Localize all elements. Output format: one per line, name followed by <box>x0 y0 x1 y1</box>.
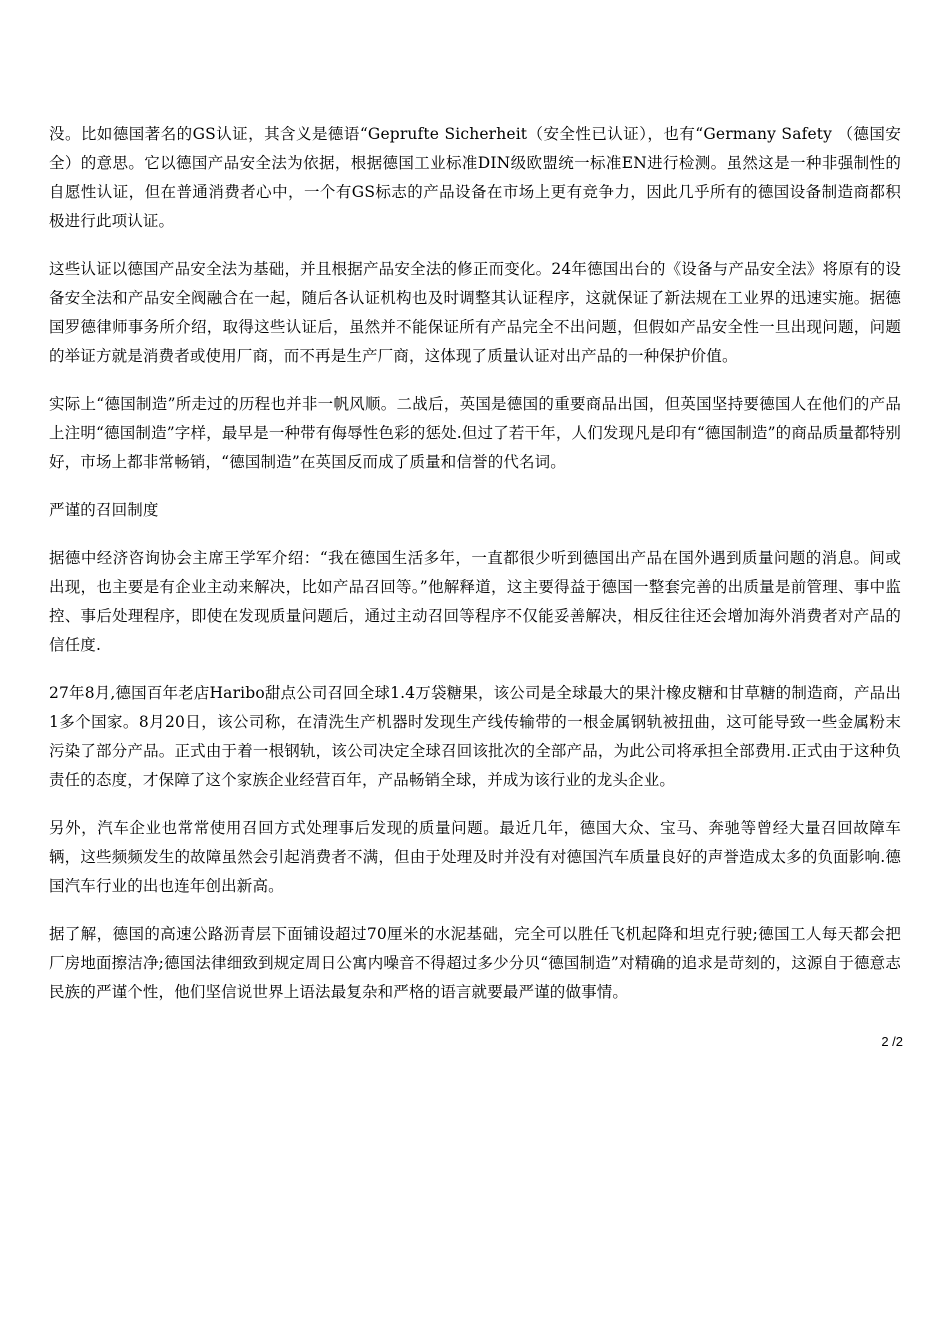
page-number: 2 /2 <box>881 1034 903 1049</box>
paragraph-recall-interview: 据德中经济咨询协会主席王学军介绍：“我在德国生活多年，一直都很少听到德国出产品在国外遇到质量问题的消息。间或出现，也主要是有企业主动来解决，比如产品召回等。”他解释道，这主要得益于德国一整套完善的出质量是前管理、事中监控、事后处理程序，即使在发现质量问题后，通过主动召回等程序不仅能妥善解决，相反往往还会增加海外消费者对产品的信任度. <box>49 549 901 654</box>
section-heading-recall-system: 严谨的召回制度 <box>49 501 159 519</box>
paragraph-auto-recalls: 另外，汽车企业也常常使用召回方式处理事后发现的质量问题。最近几年，德国大众、宝马、奔驰等曾经大量召回故障车辆，这些频频发生的故障虽然会引起消费者不满，但由于处理及时并没有对德国汽车质量良好的声誉造成太多的负面影响.德国汽车行业的出也连年创出新高。 <box>49 819 901 895</box>
paragraph-product-safety-law: 这些认证以德国产品安全法为基础，并且根据产品安全法的修正而变化。24年德国出台的《设备与产品安全法》将原有的设备安全法和产品安全阀融合在一起，随后各认证机构也及时调整其认证程序，这就保证了新法规在工业界的迅速实施。据德国罗德律师事务所介绍，取得这些认证后，虽然并不能保证所有产品完全不出问题，但假如产品安全性一旦出现问题，问题的举证方就是消费者或使用厂商，而不再是生产厂商，这体现了质量认证对出产品的一种保护价值。 <box>49 260 901 365</box>
document-body <box>49 120 901 1026</box>
paragraph-german-precision: 据了解，德国的高速公路沥青层下面铺设超过70厘米的水泥基础，完全可以胜任飞机起降和坦克行驶;德国工人每天都会把厂房地面擦洁净;德国法律细致到规定周日公寓内噪音不得超过多少分贝“德国制造”对精确的追求是苛刻的，这源自于德意志民族的严谨个性，他们坚信说世界上语法最复杂和严格的语言就要最严谨的做事情。 <box>49 925 901 1001</box>
paragraph-haribo-recall: 27年8月,德国百年老店Haribo甜点公司召回全球1.4万袋糖果，该公司是全球最大的果汁橡皮糖和甘草糖的制造商，产品出 1多个国家。8月20日，该公司称，在清洗生产机器时发现生产线传输带的一根金属钢轨被扭曲，这可能导致一些金属粉末污染了部分产品。正式由于着一根钢轨，该公司决定全球召回该批次的全部产品，为此公司将承担全部费用.正式由于这种负责任的态度，才保障了这个家族企业经营百年，产品畅销全球，并成为该行业的龙头企业。 <box>49 684 901 789</box>
paragraph-made-in-germany-history: 实际上“德国制造”所走过的历程也并非一帆风顺。二战后，英国是德国的重要商品出国，但英国坚持要德国人在他们的产品上注明“德国制造”字样，最早是一种带有侮辱性色彩的惩处.但过了若干年，人们发现凡是印有“德国制造”的商品质量都特别好，市场上都非常畅销，“德国制造”在英国反而成了质量和信誉的代名词。 <box>49 395 901 471</box>
paragraph-gs-certification: 没。比如德国著名的GS认证，其含义是德语“Geprufte Sicherheit（安全性已认证），也有“Germany Safety （德国安全）的意思。它以德国产品安全法为依据，根据德国工业标准DIN级欧盟统一标准EN进行检测。虽然这是一种非强制性的自愿性认证，但在普通消费者心中，一个有GS标志的产品设备在市场上更有竞争力，因此几乎所有的德国设备制造商都积极进行此项认证。 <box>49 125 901 230</box>
